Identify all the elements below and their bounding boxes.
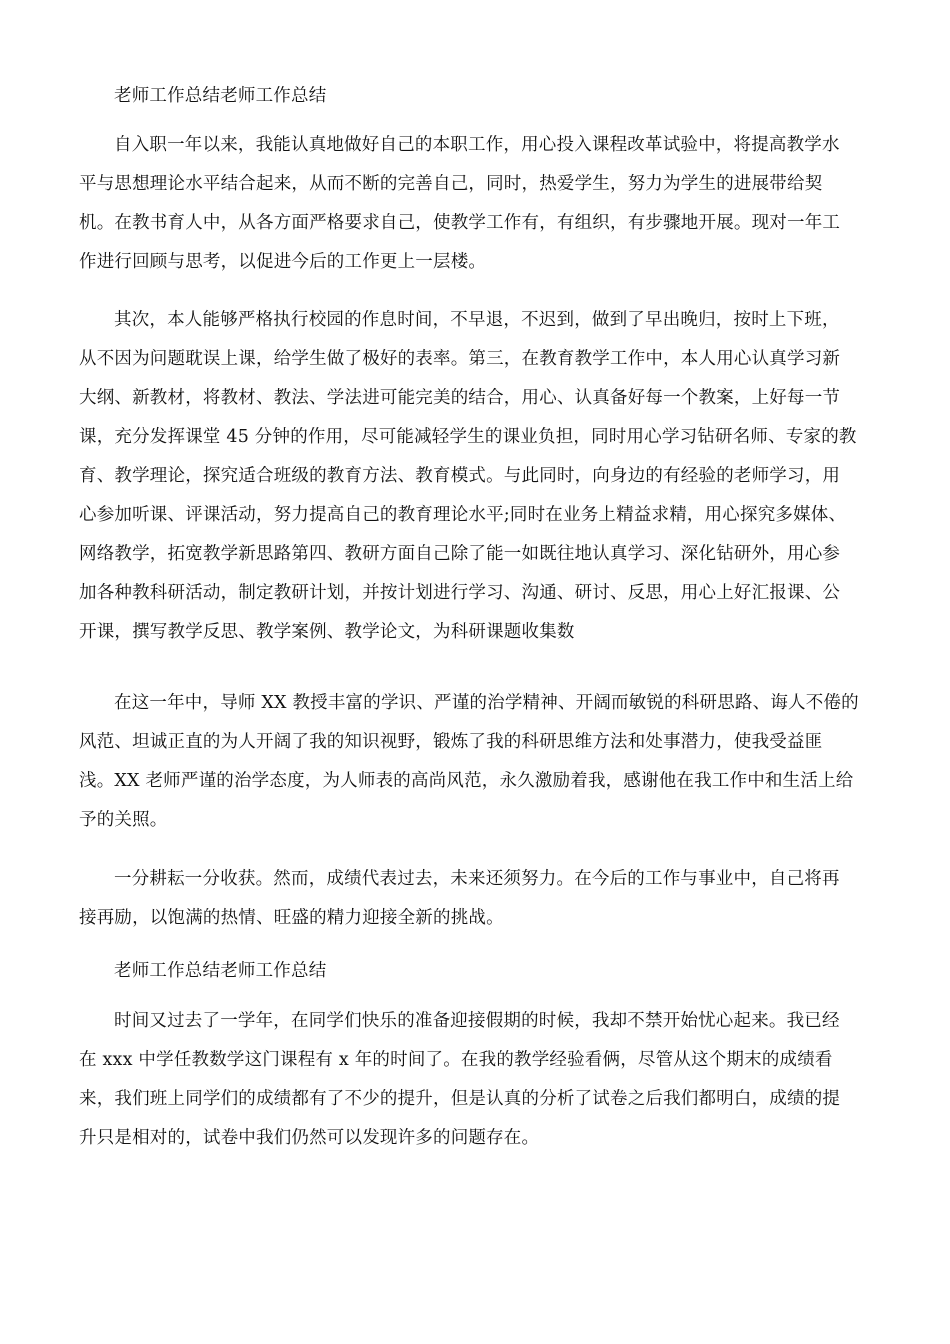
paragraph-line: 其次，本人能够严格执行校园的作息时间，不早退，不迟到，做到了早出晚归，按时上下班， [114, 310, 840, 330]
paragraph-line: 平与思想理论水平结合起来，从而不断的完善自己，同时，热爱学生，努力为学生的进展带给契 [79, 174, 823, 194]
paragraph-line: 风范、坦诚正直的为人开阔了我的知识视野，锻炼了我的科研思维方法和处事潜力，使我受益匪 [79, 732, 823, 752]
paragraph-line: 从不因为问题耽误上课，给学生做了极好的表率。第三，在教育教学工作中，本人用心认真学习新 [79, 349, 841, 369]
paragraph-line: 予的关照。 [79, 810, 168, 830]
paragraph-line: 在 xxx 中学任教数学这门课程有 x 年的时间了。在我的教学经验看俩，尽管从这个期末的成绩看 [79, 1050, 833, 1070]
paragraph-line: 加各种教科研活动，制定教研计划，并按计划进行学习、沟通、研讨、反思，用心上好汇报课、公 [79, 583, 841, 603]
paragraph-line: 育、教学理论，探究适合班级的教育方法、教育模式。与此同时，向身边的有经验的老师学习，用 [79, 466, 841, 486]
paragraph-line: 开课，撰写教学反思、教学案例、教学论文，为科研课题收集数 [79, 622, 575, 642]
section-heading: 老师工作总结老师工作总结 [114, 86, 327, 106]
paragraph-line: 机。在教书育人中，从各方面严格要求自己，使教学工作有，有组织，有步骤地开展。现对一年工 [79, 213, 841, 233]
paragraph-line: 一分耕耘一分收获。然而，成绩代表过去，未来还须努力。在今后的工作与事业中，自己将再 [114, 869, 840, 889]
paragraph-line: 来，我们班上同学们的成绩都有了不少的提升，但是认真的分析了试卷之后我们都明白，成绩的提 [79, 1089, 841, 1109]
paragraph-line: 自入职一年以来，我能认真地做好自己的本职工作，用心投入课程改革试验中，将提高教学水 [114, 135, 840, 155]
paragraph-line: 大纲、新教材，将教材、教法、学法进可能完美的结合，用心、认真备好每一个教案，上好每一节 [79, 388, 841, 408]
section-heading: 老师工作总结老师工作总结 [114, 961, 327, 981]
paragraph-line: 浅。XX 老师严谨的治学态度，为人师表的高尚风范，永久激励着我，感谢他在我工作中和生活上给 [79, 771, 854, 791]
paragraph-line: 网络教学，拓宽教学新思路第四、教研方面自己除了能一如既往地认真学习、深化钻研外，用心参 [79, 544, 841, 564]
paragraph-line: 心参加听课、评课活动，努力提高自己的教育理论水平;同时在业务上精益求精，用心探究多媒体、 [79, 505, 847, 525]
paragraph-line: 升只是相对的，试卷中我们仍然可以发现许多的问题存在。 [79, 1128, 540, 1148]
paragraph-line: 时间又过去了一学年，在同学们快乐的准备迎接假期的时候，我却不禁开始忧心起来。我已经 [114, 1011, 840, 1031]
paragraph-line: 作进行回顾与思考，以促进今后的工作更上一层楼。 [79, 252, 487, 272]
paragraph-line: 接再励，以饱满的热情、旺盛的精力迎接全新的挑战。 [79, 908, 504, 928]
paragraph-line: 在这一年中，导师 XX 教授丰富的学识、严谨的治学精神、开阔而敏锐的科研思路、诲人不倦的 [114, 693, 859, 713]
paragraph-line: 课，充分发挥课堂 45 分钟的作用，尽可能减轻学生的课业负担，同时用心学习钻研名师、专家的教 [79, 427, 857, 447]
